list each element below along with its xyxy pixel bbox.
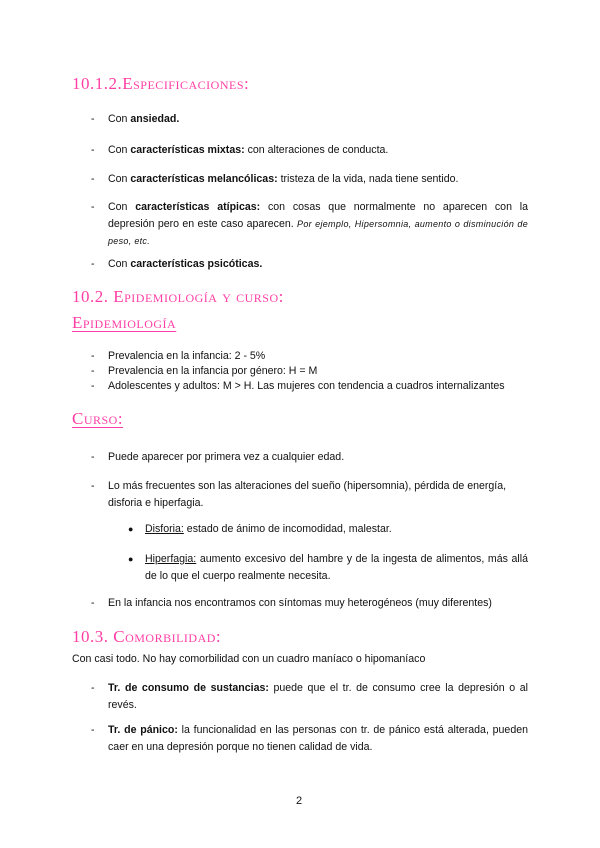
heading-curso: Curso:: [72, 409, 124, 428]
list-item-epidemiologia: Prevalencia en la infancia: 2 - 5%: [108, 350, 266, 362]
dash-marker: -: [91, 173, 95, 185]
sub-item-disforia: Disforia: estado de ánimo de incomodidad, malestar.: [145, 523, 392, 535]
list-item-curso: En la infancia nos encontramos con síntomas muy heterogéneos (muy diferentes): [108, 597, 492, 609]
list-item-comorbilidad: Tr. de consumo de sustancias: puede que el tr. de consumo cree la depresión o al revés.: [108, 682, 529, 711]
bullet-marker: ●: [128, 554, 134, 564]
dash-marker: -: [91, 597, 95, 609]
heading-comorbilidad: 10.3. Comorbilidad:: [72, 627, 222, 646]
heading-especificaciones: 10.1.2.Especificaciones:: [72, 74, 250, 93]
list-item-comorbilidad: Tr. de pánico: la funcionalidad en las personas con tr. de pánico está alterada, pueden caer en una depresión porque no tienen calidad de vida.: [108, 724, 528, 753]
dash-marker: -: [91, 113, 95, 125]
dash-marker: -: [91, 201, 95, 213]
heading-epidemiologia: Epidemiología: [72, 313, 177, 332]
list-item-curso: Puede aparecer por primera vez a cualquier edad.: [108, 451, 345, 463]
dash-marker: -: [91, 365, 95, 377]
sub-item-hiperfagia: Hiperfagia: aumento excesivo del hambre y de la ingesta de alimentos, más allá de lo que el cuerpo realmente necesita.: [145, 553, 528, 582]
dash-marker: -: [91, 480, 95, 492]
list-item-spec: Con características melancólicas: tristeza de la vida, nada tiene sentido.: [108, 173, 459, 185]
page-number: 2: [296, 795, 303, 807]
heading-epidemiologia-curso: 10.2. Epidemiología y curso:: [72, 287, 284, 306]
dash-marker: -: [91, 724, 95, 736]
dash-marker: -: [91, 144, 95, 156]
dash-marker: -: [91, 451, 95, 463]
list-item-epidemiologia: Prevalencia en la infancia por género: H = M: [108, 365, 318, 377]
dash-marker: -: [91, 258, 95, 270]
example-text: Por ejemplo, Hipersomnia, aumento o disminución de peso, etc.: [108, 219, 528, 246]
list-item-spec: Con ansiedad.: [108, 113, 180, 125]
dash-marker: -: [91, 682, 95, 694]
list-item-curso: Lo más frecuentes son las alteraciones del sueño (hipersomnia), pérdida de energía, disforia e hiperfagia.: [108, 480, 507, 509]
list-item-spec: Con características atípicas: con cosas que normalmente no aparecen con la depresión pero en este caso aparecen. Por ejemplo, Hipersomnia, aumento o disminución de peso, etc.: [108, 201, 528, 246]
dash-marker: -: [91, 350, 95, 362]
list-item-epidemiologia: Adolescentes y adultos: M > H. Las mujeres con tendencia a cuadros internalizantes: [108, 380, 505, 392]
list-item-spec: Con características psicóticas.: [108, 258, 263, 270]
comorbilidad-intro: Con casi todo. No hay comorbilidad con un cuadro maníaco o hipomaníaco: [72, 653, 426, 665]
bullet-marker: ●: [128, 524, 134, 534]
dash-marker: -: [91, 380, 95, 392]
list-item-spec: Con características mixtas: con alteraciones de conducta.: [108, 144, 389, 156]
